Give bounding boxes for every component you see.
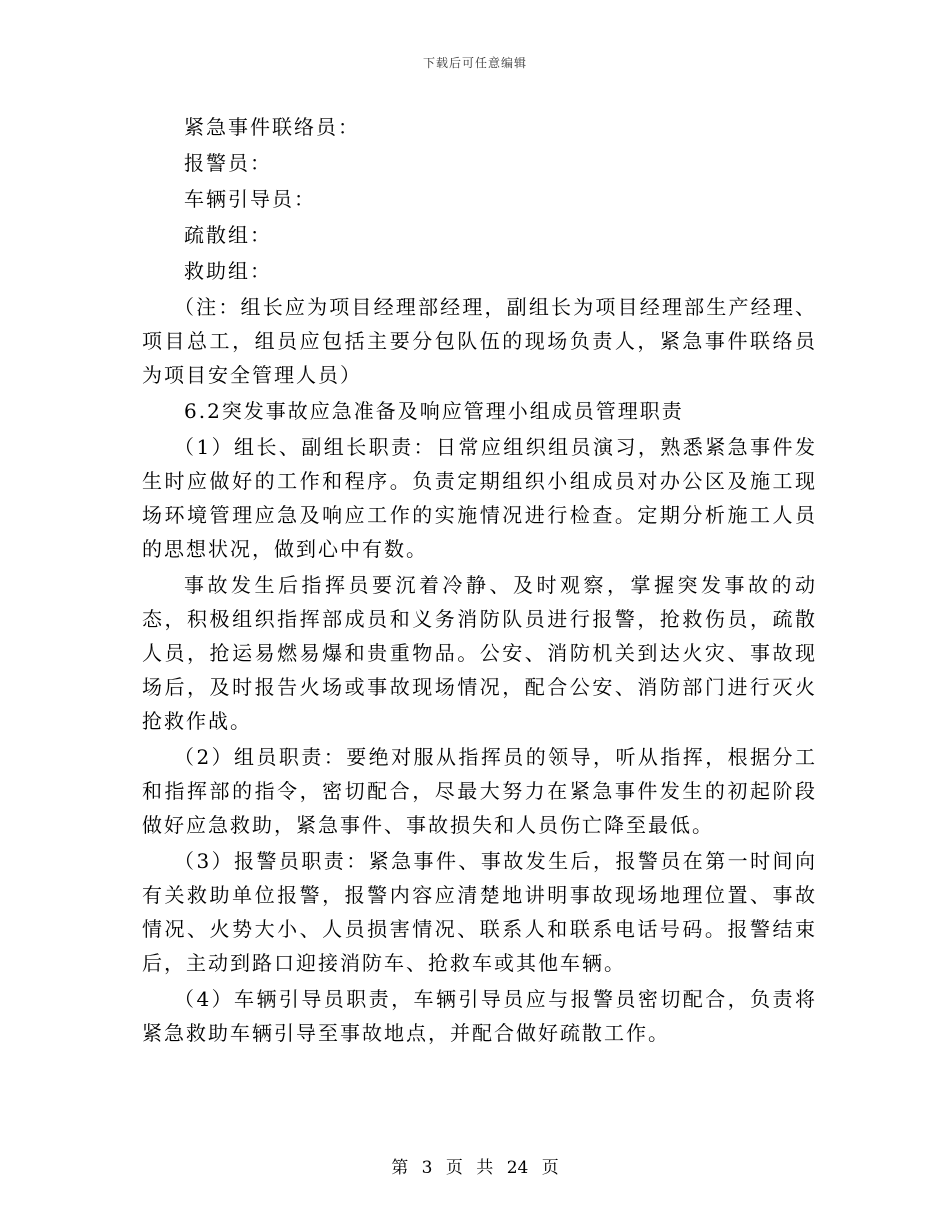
line-rescue: 救助组： — [184, 259, 272, 283]
section-heading: 6.2突发事故应急准备及响应管理小组成员管理职责 — [184, 399, 684, 423]
footer-current-page: 3 — [421, 1158, 433, 1178]
paragraph-vehicle-duties: （4）车辆引导员职责，车辆引导员应与报警员密切配合，负责将紧急救助车辆引导至事故地点，并配合做好疏散工作。 — [142, 987, 817, 1045]
document-body — [142, 110, 817, 1052]
note-paragraph: （注：组长应为项目经理部经理，副组长为项目经理部生产经理、项目总工，组员应包括主要分包队伍的现场负责人，紧急事件联络员为项目安全管理人员） — [142, 295, 817, 387]
footer-label-total: 共 — [476, 1158, 494, 1178]
header-text: 下载后可任意编辑 — [422, 56, 527, 70]
footer-label-page-unit: 页 — [445, 1158, 463, 1178]
paragraph-alarm-duties: （3）报警员职责：紧急事件、事故发生后，报警员在第一时间向有关救助单位报警，报警内容应清楚地讲明事故现场地理位置、事故情况、火势大小、人员损害情况、联系人和联系电话号码。报警结束后，主动到路口迎接消防车、抢救车或其他车辆。 — [142, 849, 817, 975]
line-vehicle: 车辆引导员： — [184, 187, 316, 211]
paragraph-member-duties: （2）组员职责：要绝对服从指挥员的领导，听从指挥，根据分工和指挥部的指令，密切配合，尽最大努力在紧急事件发生的初起阶段做好应急救助，紧急事件、事故损失和人员伤亡降至最低。 — [142, 745, 817, 837]
footer-total-pages: 24 — [506, 1158, 529, 1178]
page-footer — [0, 1153, 950, 1178]
paragraph-leader-duties: （1）组长、副组长职责：日常应组织组员演习，熟悉紧急事件发生时应做好的工作和程序。负责定期组织小组成员对办公区及施工现场环境管理应急及响应工作的实施情况进行检查。定期分析施工人员的思想状况，做到心中有数。 — [142, 435, 817, 561]
line-liaison: 紧急事件联络员： — [184, 115, 360, 139]
page-header — [0, 54, 950, 71]
line-alarm: 报警员： — [184, 151, 272, 175]
line-evacuation: 疏散组： — [184, 223, 272, 247]
footer-label-total-unit: 页 — [541, 1158, 559, 1178]
paragraph-commander-duties: 事故发生后指挥员要沉着冷静、及时观察，掌握突发事故的动态，积极组织指挥部成员和义务消防队员进行报警，抢救伤员，疏散人员，抢运易燃易爆和贵重物品。公安、消防机关到达火灾、事故现场后，及时报告火场或事故现场情况，配合公安、消防部门进行灭火抢救作战。 — [142, 573, 817, 733]
footer-label-page: 第 — [391, 1158, 409, 1178]
